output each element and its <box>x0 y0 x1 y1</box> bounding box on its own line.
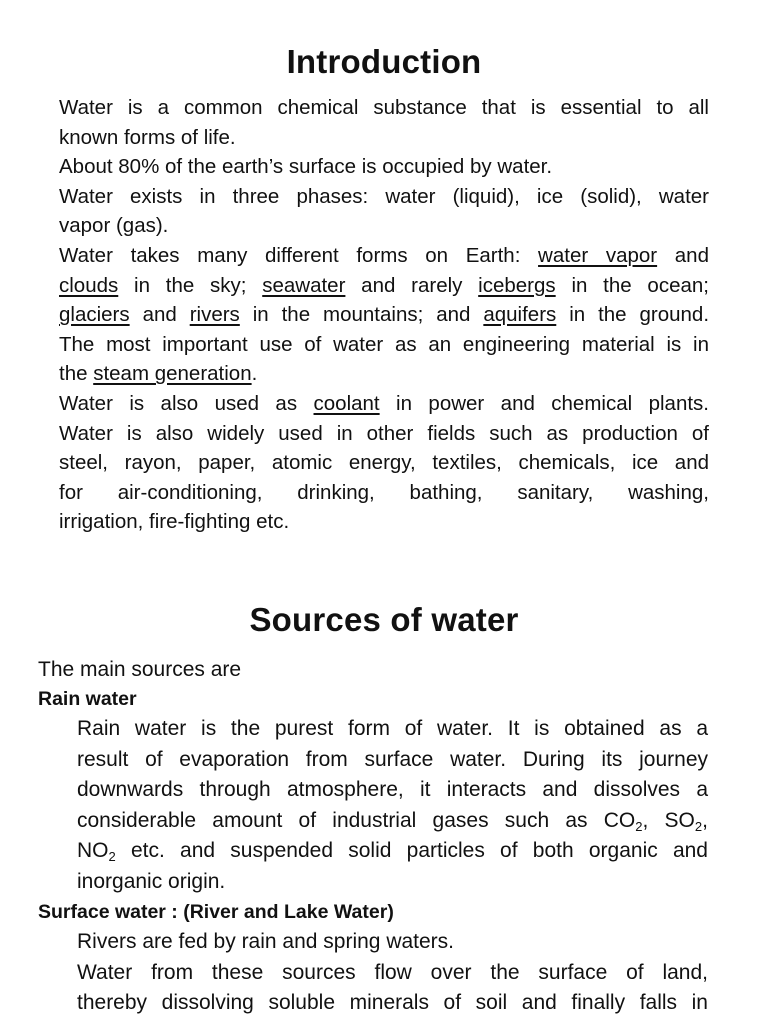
subscript: 2 <box>694 818 703 834</box>
intro-line-6 <box>59 241 709 271</box>
intro-text: in the ocean; <box>571 273 709 297</box>
intro-text: Water takes many different forms on Earth: <box>59 243 521 267</box>
rain-line-3: downwards through atmosphere, it interacts and dissolves a <box>77 778 708 801</box>
intro-line-8 <box>59 300 709 330</box>
rain-line-2: result of evaporation from surface water. During its journey <box>77 747 708 771</box>
rain-text: etc. and suspended solid particles of both organic and <box>115 839 708 862</box>
introduction-title: Introduction <box>286 43 482 80</box>
intro-line-14: for air-conditioning, drinking, bathing, sanitary, washing, <box>59 480 709 504</box>
intro-text: in the mountains; and <box>252 303 471 327</box>
intro-line-3: About 80% of the earth’s surface is occupied by water. <box>59 155 553 179</box>
surface-line-2: Water from these sources flow over the surface of land, <box>77 960 708 984</box>
rain-text: , <box>702 808 708 832</box>
intro-text: and rarely <box>361 273 463 297</box>
link-seawater[interactable]: seawater <box>262 273 346 297</box>
intro-line-2: known forms of life. <box>59 125 236 149</box>
intro-line-12: Water is also widely used in other fields such as production of <box>59 421 709 445</box>
link-steam-generation[interactable]: steam generation <box>93 362 252 386</box>
sources-title: Sources of water <box>249 601 519 638</box>
intro-text: the <box>59 362 88 386</box>
intro-text: and <box>142 303 177 327</box>
link-aquifers[interactable]: aquifers <box>483 303 557 327</box>
link-clouds[interactable]: clouds <box>59 273 119 297</box>
intro-line-4: Water exists in three phases: water (liquid), ice (solid), water <box>59 184 709 208</box>
intro-line-7 <box>59 271 709 301</box>
rain-line-1: Rain water is the purest form of water. It is obtained as a <box>77 717 708 740</box>
subscript: 2 <box>108 848 116 864</box>
surface-water-heading: Surface water : (River and Lake Water) <box>38 901 394 923</box>
intro-line-10 <box>59 359 709 389</box>
rain-water-heading: Rain water <box>38 688 137 710</box>
rain-text: , SO <box>642 808 695 832</box>
intro-line-5: vapor (gas). <box>59 214 169 238</box>
sources-intro-text: The main sources are <box>38 658 242 681</box>
intro-line-13: steel, rayon, paper, atomic energy, textiles, chemicals, ice and <box>59 451 709 475</box>
link-coolant[interactable]: coolant <box>313 391 380 415</box>
rain-text: considerable amount of industrial gases such as CO <box>77 808 636 832</box>
rain-line-6: inorganic origin. <box>77 869 226 893</box>
intro-text: . <box>251 362 258 386</box>
rain-water-body <box>77 714 708 897</box>
rain-line-4 <box>77 806 708 837</box>
link-water-vapor[interactable]: water vapor <box>538 243 658 267</box>
intro-text: in the sky; <box>134 273 247 297</box>
surface-line-1: Rivers are fed by rain and spring waters. <box>77 930 455 953</box>
surface-water-body <box>77 927 708 1019</box>
rain-line-5 <box>77 836 708 867</box>
link-glaciers[interactable]: glaciers <box>59 303 130 327</box>
intro-line-9: The most important use of water as an engineering material is in <box>59 332 709 356</box>
rain-text: NO <box>77 839 109 862</box>
link-icebergs[interactable]: icebergs <box>478 273 556 297</box>
intro-text: in the ground. <box>569 303 710 327</box>
intro-text: Water is also used as <box>59 391 298 415</box>
intro-line-15: irrigation, fire-fighting etc. <box>59 510 290 534</box>
intro-text: and <box>674 243 709 267</box>
introduction-body <box>59 93 709 537</box>
link-rivers[interactable]: rivers <box>189 303 240 327</box>
subscript: 2 <box>635 818 643 834</box>
surface-line-3: thereby dissolving soluble minerals of soil and finally falls in <box>77 991 708 1014</box>
intro-text: in power and chemical plants. <box>396 391 709 415</box>
intro-line-11 <box>59 389 709 419</box>
intro-line-1: Water is a common chemical substance that is essential to all <box>59 96 709 119</box>
